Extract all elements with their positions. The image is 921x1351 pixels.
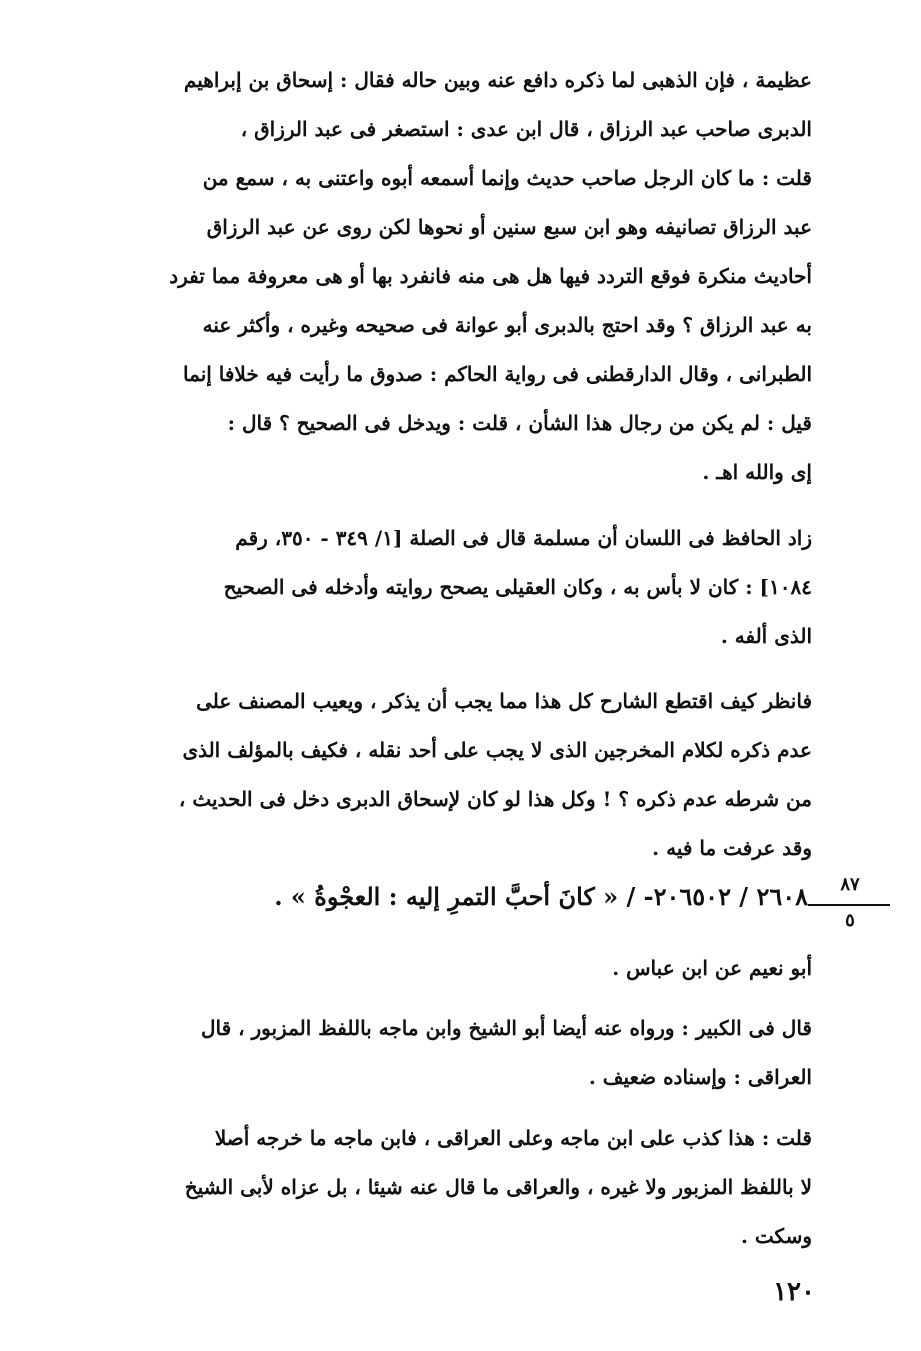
text-line: من شرطه عدم ذكره ؟ ! وكل هذا لو كان لإسحاق الدبرى دخل فى الحديث ،	[178, 787, 812, 811]
text-line: ١٠٨٤] : كان لا بأس به ، وكان العقيلى يصحح روايته وأدخله فى الصحيح	[223, 575, 812, 599]
text-line: عظيمة ، فإن الذهبى لما ذكره دافع عنه وبين حاله فقال : إسحاق بن إبراهيم	[183, 68, 812, 92]
text-line: الدبرى صاحب عبد الرزاق ، قال ابن عدى : استصغر فى عبد الرزاق ،	[240, 117, 812, 141]
text-line: قال فى الكبير : ورواه عنه أيضا أبو الشيخ وابن ماجه باللفظ المزبور ، قال	[200, 1016, 812, 1040]
paragraph-qultu	[100, 1114, 812, 1261]
paragraph-narrator	[100, 944, 812, 993]
text-line: وقد عرفت ما فيه .	[652, 836, 812, 860]
hadith-number-rule	[808, 904, 890, 906]
hadith-heading	[100, 876, 890, 936]
text-line: أبو نعيم عن ابن عباس .	[612, 956, 812, 980]
text-line: به عبد الرزاق ؟ وقد احتج بالدبرى أبو عوانة فى صحيحه وغيره ، وأكثر عنه	[202, 313, 812, 337]
text-line: إى والله اهـ .	[702, 460, 812, 484]
page-number: ١٢٠	[773, 1277, 815, 1307]
text-line: لا باللفظ المزبور ولا غيره ، والعراقى ما قال عنه شيئا ، بل عزاه لأبى الشيخ	[184, 1175, 812, 1199]
text-line: قيل : لم يكن من رجال هذا الشأن ، قلت : ويدخل فى الصحيح ؟ قال :	[227, 411, 812, 435]
text-line: الطبرانى ، وقال الدارقطنى فى رواية الحاكم : صدوق ما رأيت فيه خلافا إنما	[183, 362, 812, 386]
text-line: أحاديث منكرة فوقع التردد فيها هل هى منه فانفرد بها أو هى معروفة مما تفرد	[169, 264, 812, 288]
hadith-number-bottom: ٥	[845, 910, 855, 931]
paragraph-commentary	[100, 677, 812, 873]
paragraph-kabir	[100, 1004, 812, 1102]
text-line: العراقى : وإسناده ضعيف .	[588, 1065, 812, 1089]
hadith-number	[820, 876, 890, 936]
text-line: عدم ذكره لكلام المخرجين الذى لا يجب على أحد نقله ، فكيف بالمؤلف الذى	[182, 738, 812, 762]
paragraph-hafiz-lisan	[100, 514, 812, 661]
text-line: زاد الحافظ فى اللسان أن مسلمة قال فى الصلة [١/ ٣٤٩ - ٣٥٠، رقم	[235, 526, 812, 550]
text-line: عبد الرزاق تصانيفه وهو ابن سبع سنين أو نحوها لكن روى عن عبد الرزاق	[206, 215, 812, 239]
text-line: قلت : هذا كذب على ابن ماجه وعلى العراقى ، فابن ماجه ما خرجه أصلا	[214, 1126, 812, 1150]
hadith-text: ٢٦٠٨ / ٢٠٦٥٠٢- / « كانَ أحبَّ التمرِ إليه : العجْوةُ » .	[274, 882, 808, 911]
text-line: وسكت .	[740, 1224, 812, 1248]
text-line: فانظر كيف اقتطع الشارح كل هذا مما يجب أن يذكر ، ويعيب المصنف على	[196, 689, 812, 713]
paragraph-ishaq-dabari	[100, 56, 812, 497]
text-line: الذى ألفه .	[720, 624, 812, 648]
hadith-number-top: ٨٧	[840, 874, 860, 895]
text-line: قلت : ما كان الرجل صاحب حديث وإنما أسمعه أبوه واعتنى به ، سمع من	[202, 166, 812, 190]
